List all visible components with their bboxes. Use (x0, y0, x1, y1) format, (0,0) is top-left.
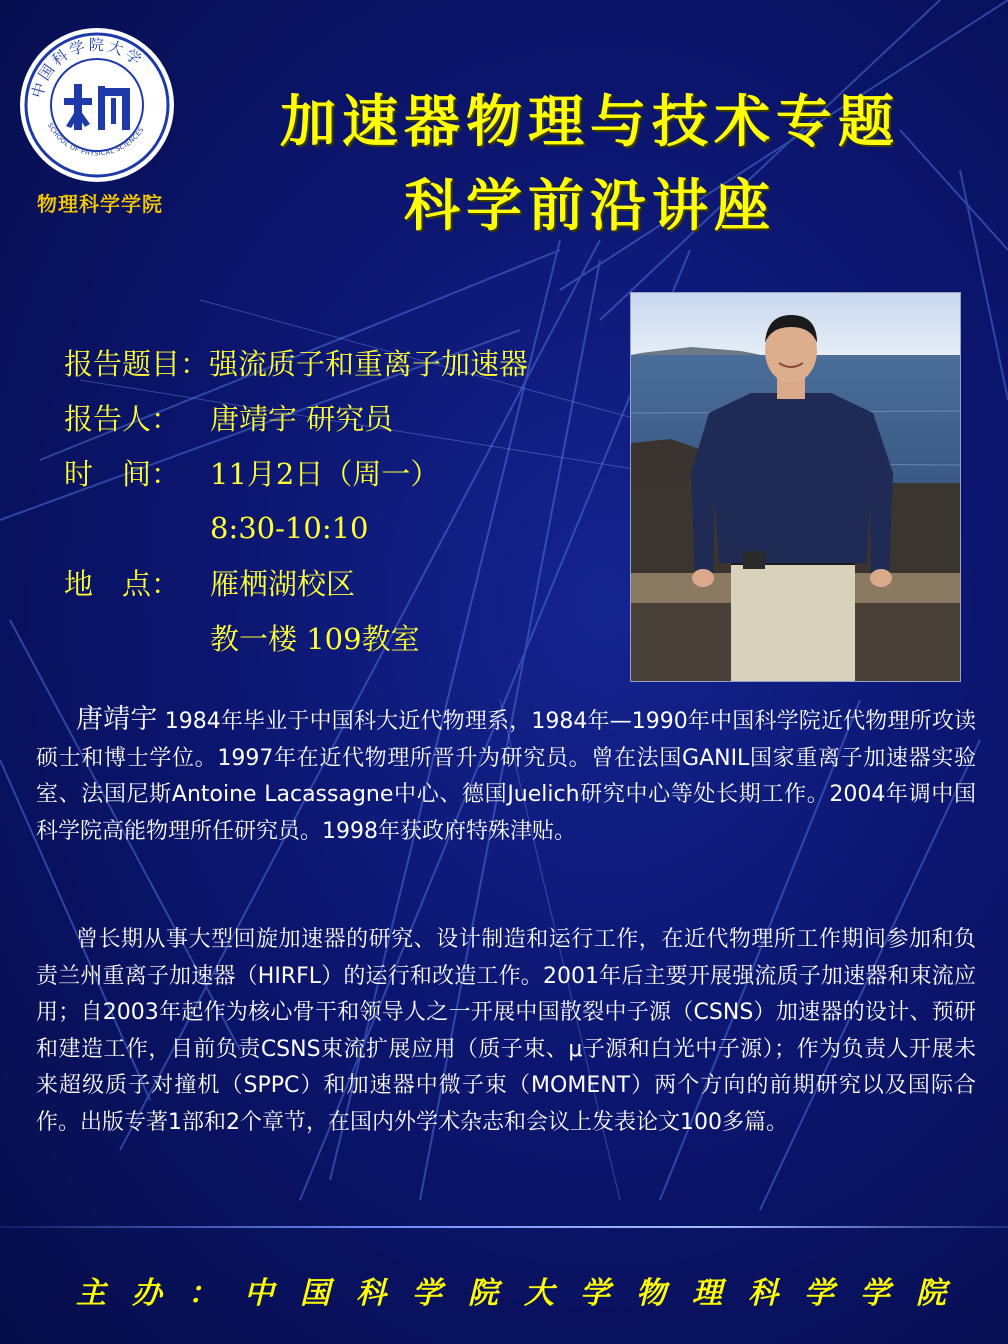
school-logo (18, 26, 176, 184)
place-row-2 (64, 610, 624, 665)
school-name: 物理科学学院 (37, 192, 163, 216)
lecture-series-subtitle: 科学前沿讲座 (404, 174, 776, 239)
topic-row (64, 335, 624, 390)
campus-value: 雁栖湖校区 (210, 567, 356, 601)
lecture-info (64, 335, 624, 665)
topic-value: 强流质子和重离子加速器 (209, 347, 529, 381)
logo-emblem-text: 中国科学院大学 (28, 35, 147, 100)
lecture-series-title: 加速器物理与技术专题 (280, 90, 900, 155)
speaker-label: 报告人： (64, 402, 181, 436)
topic-label: 报告题目： (64, 347, 210, 381)
bio-paragraph-2: 曾长期从事大型回旋加速器的研究、设计制造和运行工作，在近代物理所工作期间参加和负责兰州重离子加速器（HIRFL）的运行和改造工作。2001年后主要开展强流质子加速器和束流应用；自2003年起作为核心骨干和领导人之一开展中国散裂中子源（CSNS）加速器的设计、预研和建造工作，目前负责CSNS束流扩展应用（质子束、μ子源和白光中子源）；作为负责人开展未来超级质子对撞机（SPPC）和加速器中微子束（MOMENT）两个方向的前期研究以及国际合作。出版专著1部和2个章节，在国内外学术杂志和会议上发表论文100多篇。 (36, 927, 976, 1135)
room-value: 教一楼 109教室 (210, 622, 420, 656)
bio-text-1: 1984年毕业于中国科大近代物理系，1984年—1990年中国科学院近代物理所攻读硕士和博士学位。1997年在近代物理所晋升为研究员。曾在法国GANIL国家重离子加速器实验室、法国尼斯Antoine Lacassagne中心、德国Juelich研究中心等处长期工作。2004年调中国科学院高能物理所任研究员。1998年获政府特殊津贴。 (36, 709, 977, 844)
speaker-value: 唐靖宇 研究员 (210, 402, 394, 436)
place-row (64, 555, 624, 610)
bio-speaker-name: 唐靖宇 (76, 704, 158, 735)
organizer-line: 主办：中国科学院大学物理科学学院 (76, 1276, 972, 1311)
time-label: 时 间： (64, 457, 181, 491)
date-value: 11月2日（周一） (210, 457, 440, 491)
speaker-row (64, 390, 624, 445)
time-value: 8:30-10:10 (210, 510, 369, 545)
time-row (64, 445, 624, 500)
bio-paragraph-1 (36, 702, 976, 850)
place-label: 地 点： (64, 567, 181, 601)
time-row-2 (64, 500, 624, 555)
logo-emblem-subtext: SCHOOL OF PHYSICAL SCIENCES (45, 121, 146, 158)
speaker-photo (630, 292, 961, 682)
footer-divider (0, 1226, 1008, 1228)
